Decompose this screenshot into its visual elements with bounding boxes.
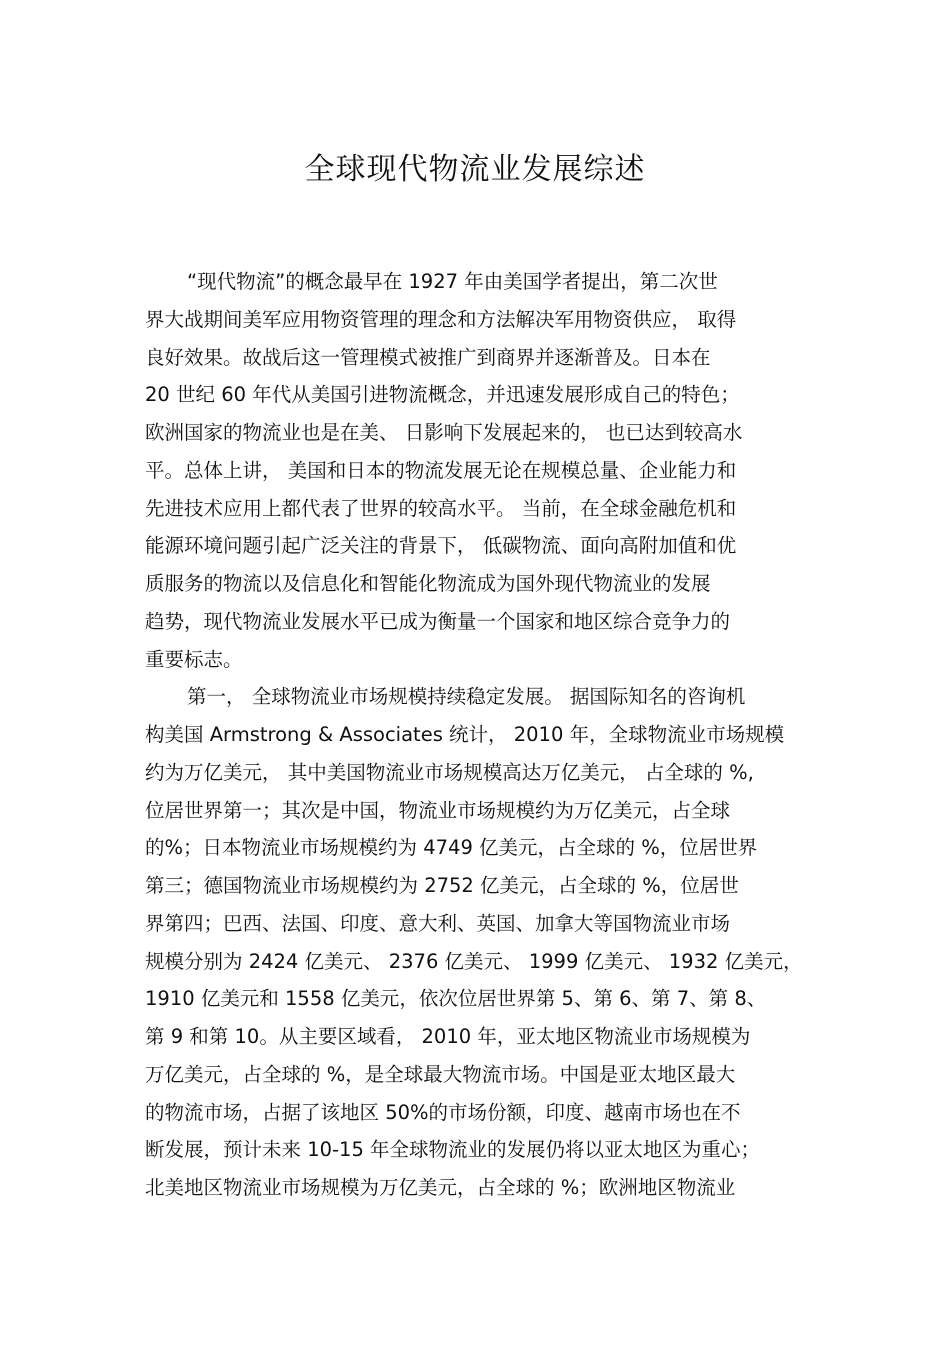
paragraph-line: 欧洲国家的物流业也是在美、 日影响下发展起来的， 也已达到较高水 (145, 421, 743, 444)
paragraph-line: 界大战期间美军应用物资管理的理念和方法解决军用物资供应， 取得 (145, 307, 737, 331)
paragraph-line: 质服务的物流以及信息化和智能化物流成为国外现代物流业的发展 (145, 572, 711, 595)
paragraph-line: 的物流市场，占据了该地区 50%的市场份额，印度、越南市场也在不 (145, 1100, 741, 1124)
paragraph-line: 第一， 全球物流业市场规模持续稳定发展。 据国际知名的咨询机 (187, 685, 746, 709)
paragraph-line: 第三；德国物流业市场规模约为 2752 亿美元，占全球的 %，位居世 (145, 874, 739, 897)
paragraph-line: 断发展，预计未来 10-15 年全球物流业的发展仍将以亚太地区为重心； (145, 1138, 761, 1162)
paragraph-line: 构美国 Armstrong & Associates 统计， 2010 年，全球物流业市场规模 (145, 723, 785, 746)
paragraph-line: 约为万亿美元， 其中美国物流业市场规模高达万亿美元， 占全球的 %, (145, 760, 754, 784)
paragraph-line: 北美地区物流业市场规模为万亿美元，占全球的 %；欧洲地区物流业 (145, 1176, 736, 1199)
paragraph-line: 趋势，现代物流业发展水平已成为衡量一个国家和地区综合竞争力的 (145, 609, 731, 633)
paragraph-line: 重要标志。 (145, 647, 243, 671)
paragraph-line: 位居世界第一；其次是中国，物流业市场规模约为万亿美元，占全球 (145, 798, 731, 822)
paragraph-line: 平。总体上讲， 美国和日本的物流发展无论在规模总量、企业能力和 (145, 458, 737, 482)
paragraph-line: 规模分别为 2424 亿美元、 2376 亿美元、 1999 亿美元、 1932 亿美元， (145, 949, 803, 973)
paragraph-line: 第 9 和第 10。从主要区域看， 2010 年，亚太地区物流业市场规模为 (145, 1025, 751, 1048)
paragraph-line: 的%；日本物流业市场规模约为 4749 亿美元，占全球的 %，位居世界 (145, 836, 758, 860)
paragraph-line: 先进技术应用上都代表了世界的较高水平。 当前，在全球金融危机和 (145, 496, 737, 520)
document-body (145, 263, 815, 1207)
paragraph-line: 界第四；巴西、法国、印度、意大利、英国、加拿大等国物流业市场 (145, 911, 731, 935)
paragraph-line: 万亿美元，占全球的 %，是全球最大物流市场。中国是亚太地区最大 (145, 1062, 736, 1086)
paragraph-line: 良好效果。故战后这一管理模式被推广到商界并逐渐普及。日本在 (145, 345, 711, 369)
document-title: 全球现代物流业发展综述 (304, 152, 646, 187)
paragraph-line: 20 世纪 60 年代从美国引进物流概念，并迅速发展形成自己的特色； (145, 383, 740, 407)
paragraph-line: “现代物流”的概念最早在 1927 年由美国学者提出，第二次世 (187, 270, 718, 293)
paragraph-line: 1910 亿美元和 1558 亿美元，依次位居世界第 5、第 6、第 7、第 8、 (145, 987, 767, 1011)
paragraph-line: 能源环境问题引起广泛关注的背景下， 低碳物流、面向高附加值和优 (145, 534, 737, 558)
